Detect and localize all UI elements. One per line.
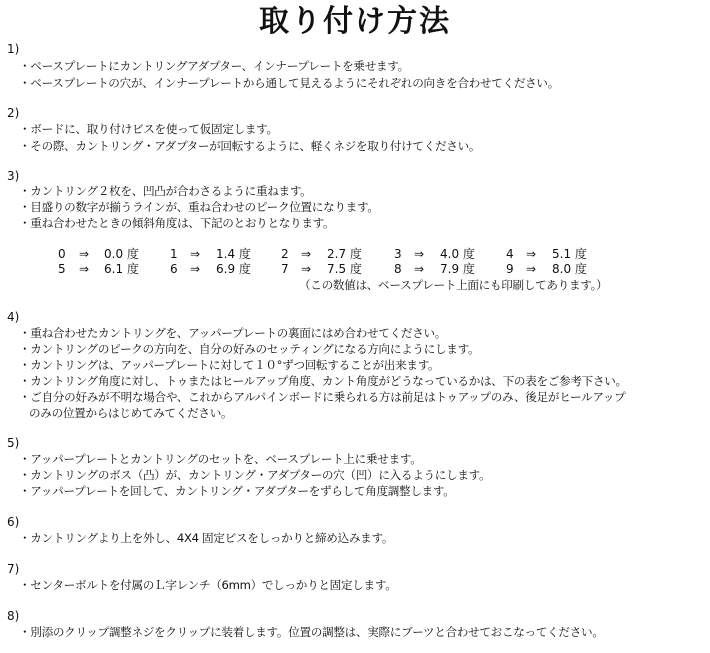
angle-value: 6.9 度 xyxy=(216,262,251,276)
step-number: 8) xyxy=(7,609,20,623)
arrow-icon: ⇒ xyxy=(414,262,425,276)
step-text: ・カントリングのボス（凸）が、カントリング・アダプターの穴（凹）に入るようにします。 xyxy=(19,468,491,482)
step-text: ・カントリングは、アッパープレートに対して１０°ずつ回転することが出来ます。 xyxy=(19,358,440,372)
angle-index: 5 xyxy=(58,262,66,276)
step-number: 2) xyxy=(7,106,20,120)
step-text: ・ご自分の好みが不明な場合や、これからアルパインボードに乗られる方は前足はトゥアップのみ、後足がヒールアップ xyxy=(19,390,626,404)
angle-index: 4 xyxy=(506,247,514,261)
angle-value: 7.5 度 xyxy=(327,262,362,276)
step-text: ・カントリングより上を外し、4X4 固定ビスをしっかりと締め込みます。 xyxy=(19,531,394,545)
arrow-icon: ⇒ xyxy=(414,247,425,261)
step-text: ・重ね合わせたときの傾斜角度は、下記のとおりとなります。 xyxy=(19,216,335,230)
arrow-icon: ⇒ xyxy=(190,262,201,276)
step-text: ・カントリング角度に対し、トゥまたはヒールアップ角度、カント角度がどうなっているかは、下の表をご参考下さい。 xyxy=(19,374,627,388)
arrow-icon: ⇒ xyxy=(301,247,312,261)
angle-value: 2.7 度 xyxy=(327,247,362,261)
step-number: 6) xyxy=(7,515,20,529)
step-text: ・ベースプレートの穴が、インナープレートから通して見えるようにそれぞれの向きを合わせてください。 xyxy=(19,76,560,90)
step-text: ・重ね合わせたカントリングを、アッパープレートの裏面にはめ合わせてください。 xyxy=(19,326,447,340)
angle-value: 8.0 度 xyxy=(552,262,587,276)
page-title: 取り付け方法 xyxy=(259,4,451,39)
step-text: ・センターボルトを付属のＬ字レンチ（6mm）でしっかりと固定します。 xyxy=(19,578,397,592)
angle-index: 7 xyxy=(281,262,289,276)
step-text: のみの位置からはじめてみてください。 xyxy=(29,406,233,420)
angle-index: 0 xyxy=(58,247,66,261)
step-text: ・別添のクリップ調整ネジをクリップに装着します。位置の調整は、実際にブーツと合わせておこなってください。 xyxy=(19,625,604,639)
step-number: 4) xyxy=(7,310,20,324)
step-number: 3) xyxy=(7,169,20,183)
step-text: ・ボードに、取り付けビスを使って仮固定します。 xyxy=(19,122,278,136)
angle-value: 7.9 度 xyxy=(440,262,475,276)
angle-value: 0.0 度 xyxy=(104,247,139,261)
step-text: ・その際、カントリング・アダプターが回転するように、軽くネジを取り付けてください。 xyxy=(19,139,481,153)
angle-value: 5.1 度 xyxy=(552,247,587,261)
step-text: ・アッパープレートとカントリングのセットを、ベースプレート上に乗せます。 xyxy=(19,452,422,466)
angle-value: 6.1 度 xyxy=(104,262,139,276)
step-text: ・カントリングのピークの方向を、自分の好みのセッティングになる方向にようにします。 xyxy=(19,342,480,356)
arrow-icon: ⇒ xyxy=(79,247,90,261)
arrow-icon: ⇒ xyxy=(190,247,201,261)
step-text: ・アッパープレートを回して、カントリング・アダプターをずらして角度調整します。 xyxy=(19,484,455,498)
step-text: ・目盛りの数字が揃うラインが、重ね合わせのピーク位置になります。 xyxy=(19,200,379,214)
arrow-icon: ⇒ xyxy=(301,262,312,276)
angle-index: 3 xyxy=(394,247,402,261)
step-text: ・カントリング２枚を、凹凸が合わさるように重ねます。 xyxy=(19,184,312,198)
angle-index: 9 xyxy=(506,262,514,276)
step-number: 7) xyxy=(7,562,20,576)
step-text: ・ベースプレートにカントリングアダプター、インナープレートを乗せます。 xyxy=(19,59,409,73)
step-number: 5) xyxy=(7,436,20,450)
step-number: 1) xyxy=(7,42,20,56)
arrow-icon: ⇒ xyxy=(79,262,90,276)
angle-value: 1.4 度 xyxy=(216,247,251,261)
arrow-icon: ⇒ xyxy=(526,247,537,261)
angle-index: 2 xyxy=(281,247,289,261)
angle-value: 4.0 度 xyxy=(440,247,475,261)
angle-note: （この数値は、ベースプレート上面にも印刷してあります。） xyxy=(299,278,608,292)
arrow-icon: ⇒ xyxy=(526,262,537,276)
angle-index: 8 xyxy=(394,262,402,276)
angle-index: 6 xyxy=(170,262,178,276)
angle-index: 1 xyxy=(170,247,178,261)
